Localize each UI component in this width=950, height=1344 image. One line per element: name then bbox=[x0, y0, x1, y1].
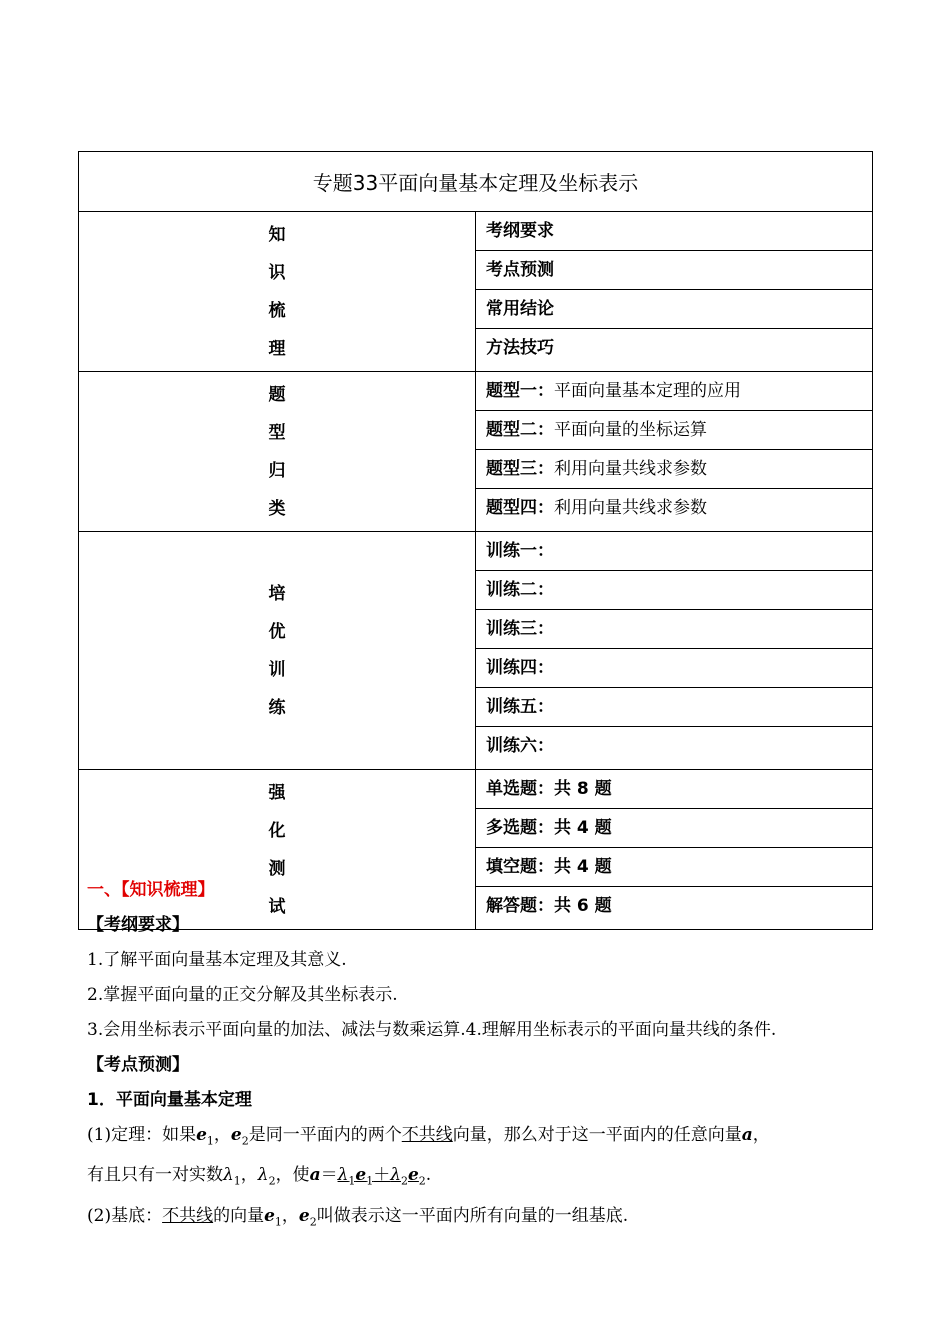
toc-item-label: 训练五： bbox=[486, 697, 554, 717]
toc-item bbox=[476, 809, 873, 848]
vector-e2: e bbox=[298, 1205, 310, 1226]
text: 的向量 bbox=[213, 1205, 265, 1226]
toc-item bbox=[476, 649, 873, 688]
toc-item-label: 训练一： bbox=[486, 541, 554, 561]
toc-item-label: 题型三： bbox=[486, 459, 554, 479]
sub: 1 bbox=[348, 1174, 356, 1188]
text: ， bbox=[281, 1205, 299, 1226]
toc-item bbox=[476, 411, 873, 450]
toc-item-label: 题型四： bbox=[486, 498, 554, 518]
toc-item bbox=[476, 727, 873, 770]
toc-category-char: 练 bbox=[268, 697, 286, 718]
vector-e1: e bbox=[355, 1165, 367, 1186]
vector-e2: e bbox=[407, 1165, 419, 1186]
toc-category-char: 识 bbox=[268, 262, 286, 283]
point1-title: 1．平面向量基本定理 bbox=[87, 1090, 252, 1110]
toc-item-label: 训练四： bbox=[486, 658, 554, 678]
toc-category bbox=[79, 372, 476, 532]
basis-line bbox=[87, 1199, 877, 1239]
text: ， bbox=[240, 1165, 258, 1186]
toc-item bbox=[476, 770, 873, 809]
theorem-line-1 bbox=[87, 1118, 877, 1158]
toc-item-label: 训练二： bbox=[486, 580, 554, 600]
toc-category-char: 测 bbox=[268, 858, 286, 879]
sub: 2 bbox=[418, 1174, 426, 1188]
kgyq-item-2: 2.掌握平面向量的正交分解及其坐标表示. bbox=[87, 985, 398, 1005]
lambda1: λ bbox=[223, 1165, 234, 1186]
toc-item-label: 考纲要求 bbox=[486, 221, 554, 241]
toc-item-label: 解答题：共 6 题 bbox=[486, 896, 612, 916]
text: (2)基底： bbox=[87, 1205, 163, 1226]
toc-item bbox=[476, 688, 873, 727]
decomposition bbox=[337, 1165, 426, 1188]
toc-item-value: 利用向量共线求参数 bbox=[554, 459, 707, 479]
text: ，使 bbox=[275, 1165, 310, 1186]
toc-item bbox=[476, 290, 873, 329]
toc-item-label: 训练六： bbox=[486, 736, 554, 756]
sub: 1 bbox=[274, 1215, 282, 1229]
toc-title: 专题33平面向量基本定理及坐标表示 bbox=[79, 152, 873, 212]
toc-item-label: 多选题：共 4 题 bbox=[486, 818, 612, 838]
sub: 2 bbox=[268, 1174, 276, 1188]
toc-category-char: 知 bbox=[268, 224, 286, 245]
toc-category bbox=[79, 212, 476, 372]
toc-item bbox=[476, 571, 873, 610]
text: 向量，那么对于这一平面内的任意向量 bbox=[452, 1125, 742, 1145]
toc-item bbox=[476, 329, 873, 372]
toc-category-char: 梳 bbox=[268, 300, 286, 321]
vector-a: a bbox=[741, 1125, 753, 1145]
toc-item-label: 单选题：共 8 题 bbox=[486, 779, 612, 799]
sub: 2 bbox=[309, 1215, 317, 1229]
toc-item bbox=[476, 372, 873, 411]
toc-category-char: 理 bbox=[268, 338, 286, 359]
toc-category-char: 化 bbox=[268, 820, 286, 841]
toc-item-label: 方法技巧 bbox=[486, 338, 554, 358]
underlined-term: 不共线 bbox=[401, 1125, 453, 1145]
sub: 2 bbox=[241, 1134, 249, 1148]
toc-category-char: 型 bbox=[268, 422, 286, 443]
vector-a: a bbox=[309, 1165, 321, 1186]
text: ＝ bbox=[320, 1165, 338, 1186]
toc-item-label: 常用结论 bbox=[486, 299, 554, 319]
toc-category-char: 训 bbox=[268, 659, 286, 680]
text: 是同一平面内的两个 bbox=[248, 1125, 402, 1145]
toc-item-value: 利用向量共线求参数 bbox=[554, 498, 707, 518]
toc-item-label: 训练三： bbox=[486, 619, 554, 639]
toc-category-char: 类 bbox=[268, 498, 286, 519]
theorem-line-2 bbox=[87, 1158, 877, 1198]
vector-e2: e bbox=[230, 1125, 242, 1145]
toc-category-char: 优 bbox=[268, 621, 286, 642]
text: ， bbox=[752, 1125, 770, 1145]
toc-item bbox=[476, 251, 873, 290]
plus: ＋ bbox=[373, 1165, 391, 1186]
text: 有且只有一对实数 bbox=[87, 1165, 223, 1186]
toc-item-value: 平面向量基本定理的应用 bbox=[554, 381, 741, 401]
toc-item-label: 填空题：共 4 题 bbox=[486, 857, 612, 877]
sub: 1 bbox=[206, 1134, 214, 1148]
lambda2: λ bbox=[257, 1165, 269, 1186]
lambda: λ bbox=[390, 1165, 401, 1186]
lambda: λ bbox=[337, 1165, 349, 1186]
kgyq-heading: 【考纲要求】 bbox=[87, 915, 189, 935]
toc-item-label: 题型一： bbox=[486, 381, 554, 401]
sub: 1 bbox=[366, 1174, 374, 1188]
vector-e1: e bbox=[196, 1125, 207, 1145]
kgyq-item-3: 3.会用坐标表示平面向量的加法、减法与数乘运算.4.理解用坐标表示的平面向量共线的条件. bbox=[87, 1020, 777, 1040]
toc-item bbox=[476, 532, 873, 571]
toc-item bbox=[476, 450, 873, 489]
sub: 2 bbox=[400, 1174, 408, 1188]
toc-item-value: 平面向量的坐标运算 bbox=[554, 420, 707, 440]
underlined-term: 不共线 bbox=[162, 1205, 214, 1226]
toc-item bbox=[476, 610, 873, 649]
toc-item bbox=[476, 212, 873, 251]
content-body bbox=[87, 873, 877, 1239]
toc-item-label: 题型二： bbox=[486, 420, 554, 440]
text: ， bbox=[213, 1125, 231, 1145]
text: 叫做表示这一平面内所有向量的一组基底. bbox=[316, 1205, 629, 1226]
vector-e1: e bbox=[264, 1205, 275, 1226]
sub: 1 bbox=[233, 1174, 241, 1188]
toc-category-char: 题 bbox=[268, 384, 286, 405]
toc-table bbox=[78, 151, 873, 930]
toc-item bbox=[476, 489, 873, 532]
toc-category-char: 强 bbox=[268, 782, 286, 803]
toc-category-char: 试 bbox=[268, 896, 286, 917]
text: (1)定理：如果 bbox=[87, 1125, 197, 1145]
toc-category-char: 培 bbox=[268, 583, 286, 604]
toc-item-label: 考点预测 bbox=[486, 260, 554, 280]
toc-category-char: 归 bbox=[268, 460, 286, 481]
kdyc-heading: 【考点预测】 bbox=[87, 1055, 189, 1075]
text: . bbox=[425, 1165, 432, 1186]
toc-category bbox=[79, 532, 476, 770]
kgyq-item-1: 1.了解平面向量基本定理及其意义. bbox=[87, 950, 347, 970]
section-title: 一、【知识梳理】 bbox=[87, 880, 215, 900]
